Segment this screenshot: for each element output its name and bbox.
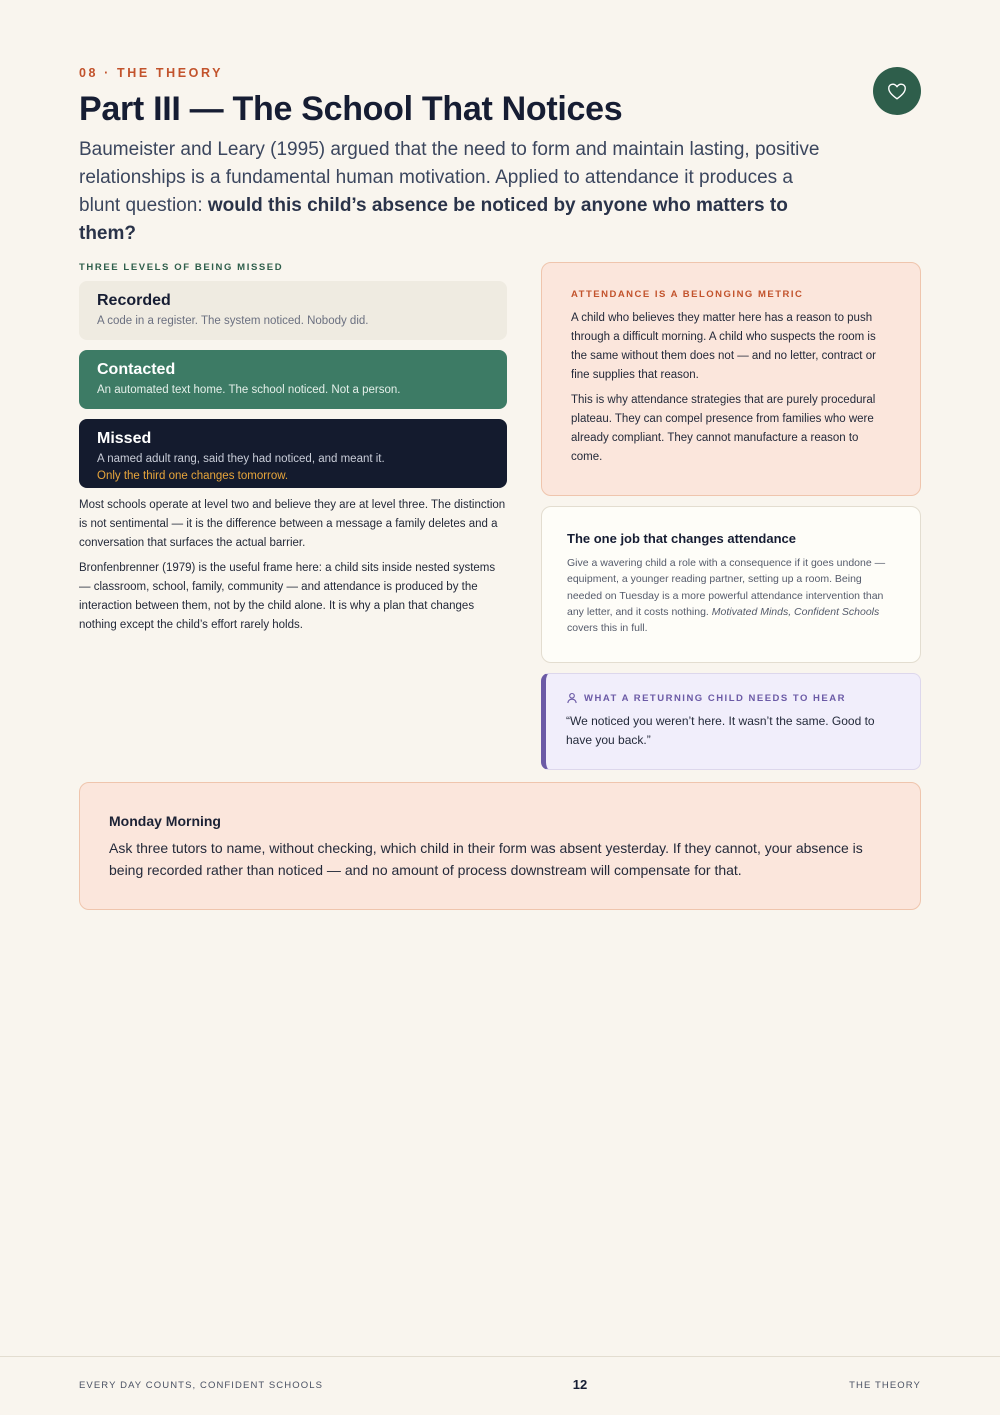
card-title: The one job that changes attendance <box>567 531 796 546</box>
callout-title: Monday Morning <box>109 813 221 829</box>
level-description: An automated text home. The school noticed. Not a person. <box>97 384 401 396</box>
card-quote: “We noticed you weren’t here. It wasn’t the same. Good to have you back.” <box>566 714 875 747</box>
card-text <box>567 555 895 636</box>
level-highlight: Only the third one changes tomorrow. <box>97 470 289 482</box>
one-job-card <box>541 506 921 663</box>
level-contacted <box>79 350 507 409</box>
footer-right: THE THEORY <box>849 1380 921 1391</box>
heart-badge <box>873 67 921 115</box>
heart-icon <box>886 80 908 102</box>
returning-child-card <box>541 673 921 770</box>
body-paragraph-1: Most schools operate at level two and believe they are at level three. The distinction is not sentimental — it is the difference between a message a family deletes and a conversation that surfaces the actual barrier. <box>79 499 506 549</box>
section-kicker: 08 · THE THEORY <box>79 66 224 80</box>
monday-morning-callout <box>79 782 921 910</box>
level-description: A named adult rang, said they had noticed, and meant it. <box>97 453 385 465</box>
level-missed <box>79 419 507 488</box>
body-paragraph-2: Bronfenbrenner (1979) is the useful frame here: a child sits inside nested systems — classroom, school, family, community — and attendance is produced by the interaction between them, not by the child alone. It is why a plan that changes nothing except the child’s effort rarely holds. <box>79 562 496 631</box>
page-title: Part III — The School That Notices <box>79 90 623 128</box>
levels-label: THREE LEVELS OF BEING MISSED <box>79 262 284 273</box>
card-heading-row <box>566 692 900 704</box>
page-number: 12 <box>572 1377 588 1392</box>
level-description: A code in a register. The system noticed. Nobody did. <box>97 315 369 327</box>
card-paragraph: A child who believes they matter here has a reason to push through a difficult morning. A child who suspects the room is the same without them does not — and no letter, contract or fine supplies that reason. <box>571 312 876 381</box>
footer-left: EVERY DAY COUNTS, CONFIDENT SCHOOLS <box>79 1380 324 1391</box>
person-icon <box>566 692 578 704</box>
card-heading: ATTENDANCE IS A BELONGING METRIC <box>571 289 804 300</box>
level-title: Recorded <box>97 292 171 309</box>
belonging-metric-card <box>541 262 921 496</box>
lede-paragraph <box>79 136 839 248</box>
card-paragraph: This is why attendance strategies that are purely procedural plateau. They can compel presence from families who were already compliant. They cannot manufacture a reason to come. <box>571 394 876 463</box>
lede-emphasis: would this child’s absence be noticed by anyone who matters to them? <box>79 195 788 244</box>
page-footer <box>0 1356 1000 1415</box>
level-recorded <box>79 281 507 340</box>
card-heading: WHAT A RETURNING CHILD NEEDS TO HEAR <box>584 692 846 704</box>
lede-text: Baumeister and Leary (1995) argued that the need to form and maintain lasting, positive relationships is a fundamental human motivation. Applied to attendance it produces a blunt question: <box>79 139 820 216</box>
level-title: Contacted <box>97 361 176 378</box>
book-title: Motivated Minds, Confident Schools <box>711 605 880 618</box>
card-text-main: Give a wavering child a role with a consequence if it goes undone — equipment, a younger reading partner, setting up a room. Being needed on Tuesday is a more powerful attendance intervention than any letter, and it costs nothing. <box>567 557 886 618</box>
level-title: Missed <box>97 430 152 447</box>
callout-text: Ask three tutors to name, without checking, which child in their form was absent yesterday. If they cannot, your absence is being recorded rather than noticed — and no amount of process downstream will compensate for that. <box>109 840 863 878</box>
card-text-end: covers this in full. <box>567 622 648 635</box>
